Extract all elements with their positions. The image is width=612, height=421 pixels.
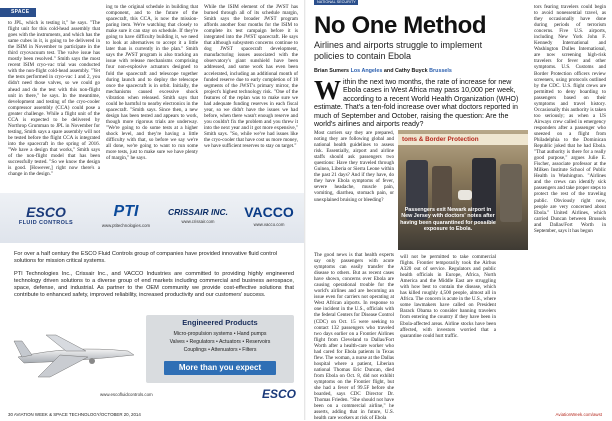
products-line-3: Couplings • Attenuators • Filters <box>183 347 257 353</box>
photo-figure <box>500 164 522 222</box>
dropcap: W <box>314 75 341 105</box>
products-line-2: Valves • Regulators • Actuators • Reservoirs <box>169 339 271 345</box>
vacco-logo-text: VACCO <box>244 203 294 220</box>
page-footer-left: 30 AVIATION WEEK & SPACE TECHNOLOGY/OCTOBER 20, 2014 <box>8 412 141 417</box>
lede-paragraph <box>314 75 524 129</box>
ad-paragraph-1: For over a half century the ESCO Fluid Controls group of companies have provided innovative fluid control solutions for mission critical systems. <box>14 251 278 264</box>
esco-logo <box>6 201 86 229</box>
byline <box>314 68 524 74</box>
pti-logo <box>92 201 160 229</box>
engineered-products-title: Engineered Products <box>182 318 258 327</box>
article-column-2: ing to the original schedule in building that component, and to the future of the spacecraft, this CCA, is now the mission-paring item. We're watching that closely to make sure it can stay on schedule. If they're going to have difficulty building it, we need to look at alternatives to accept it a little later than is currently in the plan." Smith says the JWST program is also tracking an issue with release mechanisms comprising four non-explosive actuators designed to fold the spacecraft and telescope together during launch and to deploy the telescope once the spacecraft is in orbit. Initially, the mechanisms caused excessive shock vibration when released. Smith says that could be harmful to nearby electronics in the spacecraft. "Smith says. Since then, a new design has been tested and appears to work, though more rigorous trials are underway. "We're going to do some tests at a higher shock level, and they're having a little difficulty with that, so before we say we're all done, we're going to want to run some more tests, just to make sure we have plenty of margin," he says. <box>106 4 198 162</box>
photo-sign-text: toms & Border Protection <box>398 134 528 145</box>
article-column-d: tors fearing travelers could begin to avoid nonessential travel, as they occasionally have done during periods of terrorism concerns. Five U.S. airports, including New York John F. Kennedy International and Washington Dulles International, are now screening high-risk travelers for fever and other symptoms. U.S. Customs and Border Protection officers review screeners, using protocols outlined by the CDC. U.S. flight crews are permitted to deny boarding to passengers based on their symptoms and travel history. Occasionally this authority is taken too seriously; as when a US Airways crew called in emergency responders after a passenger who sneezed on a flight from Philadelphia to the Dominican Republic joked that he had Ebola. "That authority is there for a really good purpose," argues Julie E. Fischer, associate professor at the Milken Institute School of Public Health in Washington. "Airlines and the crews can identify sick passengers and take proper steps to protect the rest of the traveling public. Obviously right now, people are very concerned about Ebola." United Airlines, which carried Duncan between Brussels and Dallas/Fort Worth in September, says it has begun <box>534 4 606 234</box>
products-line-1: Micro-propulsion systems • Hand pumps <box>173 331 267 337</box>
article-column-c: will not be permitted to take commercial flights. Frontier temporarily took the Airbus A320 out of service. Regulators and public health officials in Europe, Africa, North America and the Middle East are struggling with how best to contain the disease, which has killed roughly 4,500 people, almost all in Africa. The concern is acute in the U.S., where some lawmakers have called on President Barack Obama to consider banning travelers from entering the country if they have been in Ebola-affected areas. Airline stocks have been affected, with investors worried that a quarantine could hurt traffic. <box>400 254 496 339</box>
pti-url: www.ptitechnologies.com <box>101 222 151 228</box>
pti-logo-text: PTI <box>113 202 139 220</box>
article-column-b: The good news is that health experts say only passengers with acute symptoms can easily transfer the disease to others. But as recent cases have shown, concerns over Ebola are causing operational trouble for the world's airlines and are becoming an issue even for carriers not operating at West African airports. In response to one incident in the U.S., officials with the federal Centers for Disease Control (CDC) on Oct. 15 were seeking to contact 132 passengers who traveled two days earlier on a Frontier Airlines flight from Cleveland to Dallas/Fort Worth after a health-care worker who had cared for Ebola patients in Texas flew. The woman, a nurse at the Dallas hospital where a patient, Liberian national Thomas Eric Duncan, died from Ebola on Oct. 8, did not exhibit symptoms on the Frontier flight, but she had a fever of 99.5F before she boarded, says CDC Director Dr. Thomas Frieden. "She should not have been on a commercial airline," he asserts, adding that in future, U.S. health care workers at risk of Ebola <box>314 252 394 421</box>
byline-city-1: Los Angeles <box>350 68 383 74</box>
engineered-products-box <box>146 315 294 383</box>
section-tab: SPACE <box>0 8 36 17</box>
byline-city-2: Brussels <box>429 68 452 74</box>
esco-bottom-logo: ESCO <box>261 387 296 401</box>
section-tab-right: NATIONAL SECURITY <box>314 0 358 5</box>
byline-authors-1: Brian Sumers <box>314 68 351 74</box>
article-column-1: to JPL, which is testing it," he says. "The flight unit for this cold-head assembly that goes with the instruments, and which has the same cubes in it, is going to be delivered in the ISIM in November to participate in the third cryovacuum test. The valve issue has mostly been resolved." Smith says the most recent ISIM cryo-vac trial was conducted with the non-flight cold-head assembly. "Yet the tests performed in cryo-vac 1 and 2, you didn't need those valves, so we could go ahead and do the test with this non-flight unit in there," he says. In the meantime, development and testing of the cryo-cooler compressor assembly (CCA) could pose a greater challenge. While a flight unit of the CCA is expected to be delivered by Northrop Grumman to JPL in November for testing, Smith says a spare assembly will not be tested before the flight CCA is integrated into the spacecraft in the spring of 2016. "We have a design that works," Smith says of the non-flight model that has been successfully tested. "So we know the design is good. [However,] right now there's a change in the design." <box>8 20 100 178</box>
left-page <box>0 0 306 420</box>
ad-paragraph-2: PTI Technologies Inc., Crissair Inc., and VACCO Industries are committed to providing highly engineered technology driven solutions to a diverse group of end markets including commercial and business aerospace, space, defense, and industrial. As partner to the OEM community we provide cost-effective solutions that contribute to enhanced safety, improved reliability, increased productivity and our customers' success. <box>14 271 294 298</box>
esco-url: www.escofluidcontrols.com <box>100 392 153 397</box>
esco-logo-sub: FLUID CONTROLS <box>18 220 74 226</box>
right-page <box>306 0 612 420</box>
byline-authors-2: and Cathy Buyck <box>382 68 430 74</box>
article-column-a: Most carriers say they are prepared, noting they are following global and national health guidelines to assess risk. Essentially, airport and airline staffs should ask passengers two questions: Have they traveled through Guinea, Liberia or Sierra Leone within the past 21 days? And if they have, do they have Ebola symptoms of fever, severe headache, muscle pain, vomiting, diarrhea, stomach pain, or unexplained bruising or bleeding? <box>314 130 394 203</box>
advertisement <box>0 193 306 411</box>
headline: No One Method <box>314 12 487 39</box>
jet-illustration <box>10 315 140 385</box>
page-footer-right: AviationWeek.com/awst <box>555 412 602 417</box>
vacco-logo <box>236 201 302 229</box>
crissair-logo-text: CRISSAIR INC. <box>168 206 228 217</box>
crissair-logo <box>164 201 232 229</box>
vacco-url: www.vacco.com <box>253 221 285 227</box>
deck: Airlines and airports struggle to implement policies to contain Ebola <box>314 40 483 61</box>
crissair-url: www.crissair.com <box>181 218 215 224</box>
esco-logo-text: ESCO <box>26 204 66 220</box>
ad-logo-strip <box>0 193 306 243</box>
article-column-3: While the ISIM element of the JWST has burned through all of its schedule margin, Smith says the broader JWST program affords another four months for the ISIM to complete its test campaign before it is integrated into the JWST spacecraft. He says that although subsystem concerns continue to dog JWST spacecraft development, manufacturing issues associated with the observatory's giant sunshield have been addressed, and some work has even been accelerated, including an additional month of funded reserve due to early completion of 18 segments of the JWST's primary mirror, the project's highest technology risk. "One of the features of the replan was to make sure we had adequate funding reserves in each fiscal year, so we didn't have the issues we had before, when there wasn't enough reserve and you couldn't fix the problem and you threw it into the next year and it got more expensive," Smith says. "So, while we've had issues like the cryo-cooler that have cost us more money, we have sufficient reserves to stay on target." <box>204 4 298 150</box>
ad-body <box>0 243 306 411</box>
photo-caption: Passengers exit Newark airport in New Jersey with doctors' notes after having been quarantined for possible exposure to Ebola. <box>400 207 496 233</box>
doctors-note <box>458 190 472 200</box>
more-than-you-expect-banner: More than you expect <box>164 361 276 375</box>
lede-text: ithin the next two months, the rate of increase for new Ebola cases in West Africa may pass 10,000 per week, according to a recent World Health Organization (WHO) estimate. That's a ten-fold increase over what doctors reported in much of September and October, raising the question: Are the world's airlines and airports ready? <box>314 78 519 129</box>
